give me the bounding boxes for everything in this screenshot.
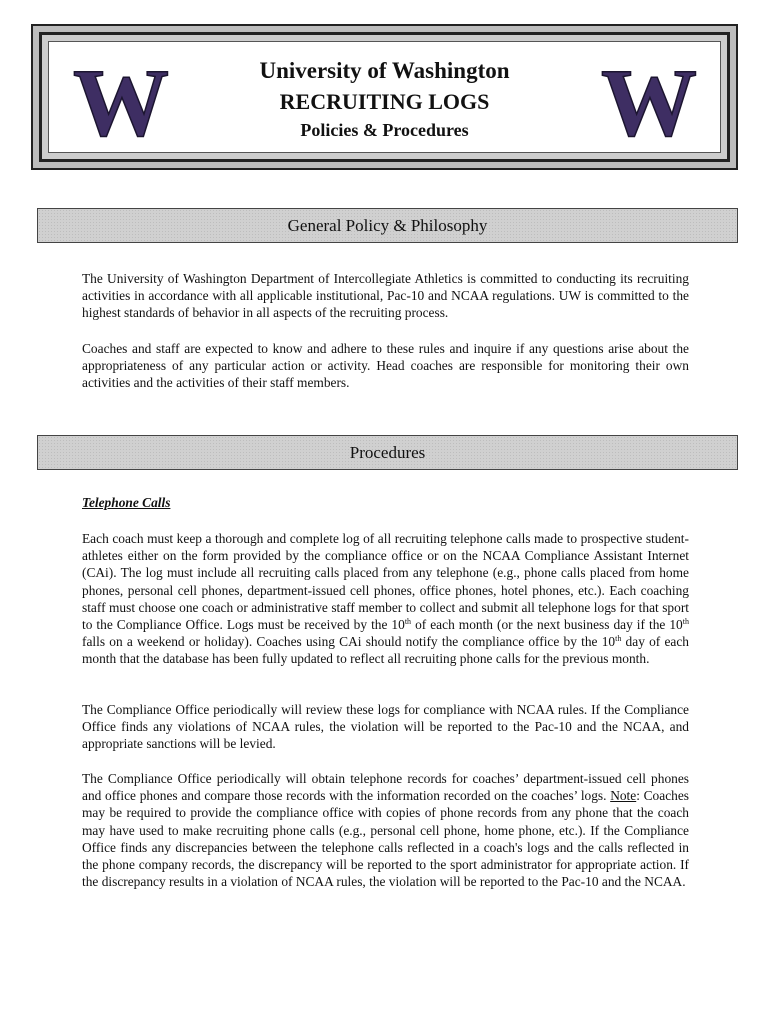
text-run: falls on a weekend or holiday). Coaches using CAi should notify the compliance office by the 10 [82,634,616,650]
page-subtitle-2: Policies & Procedures [300,120,469,140]
text-run: of each month (or the next business day if the 10 [411,617,683,633]
header-panel [48,41,721,153]
uw-logo-right [597,61,701,139]
telephone-paragraph-3 [82,770,689,890]
text-run: day of each month that the database has been fully updated to reflect all recruiting phone calls for the previous month. [82,634,689,667]
telephone-paragraph-1 [82,530,689,668]
telephone-paragraph-2: The Compliance Office periodically will review these logs for compliance with NCAA rules. If the Compliance Office finds any violations of NCAA rules, the violation will be reported to the Pac-10 and the NCAA, and appropriate sanctions will be levied. [82,702,689,752]
header-inner-frame [39,32,730,162]
uw-logo-letter: W [73,61,169,139]
superscript: th [615,634,622,644]
superscript: th [404,617,412,627]
telephone-calls-heading: Telephone Calls [82,495,171,510]
page-subtitle: RECRUITING LOGS [279,89,490,114]
text-run: : Coaches may be required to provide the compliance office with copies of phone records from any phone that the coach may have used to make recruiting phone calls (e.g., personal cell phone, home phone, etc.). If the Compliance Office finds any discrepancies between the telephone calls reflected in a coach's logs and the calls reflected in the phone company records, the discrepancy will be reported to the sport administrator for appropriate action. If the discrepancy results in a violation of NCAA rules, the violation will be reported to the Pac-10 and the NCAA. [82,788,689,890]
uw-logo-left [69,61,173,139]
section-bar-procedures: Procedures [37,435,738,470]
note-label: Note [610,788,637,804]
header-text [189,56,580,142]
page-title: University of Washington [259,58,510,83]
text-run: Each coach must keep a thorough and complete log of all recruiting telephone calls made to prospective student-athletes either on the form provided by the compliance office or on the NCAA Compliance Assistant Internet (CAi). The log must include all recruiting calls placed from any telephone (e.g., phone calls placed from home phones, personal cell phones, department-issued cell phones, office phones, hotel phones, etc.). Each coaching staff must choose one coach or administrative staff member to collect and submit all telephone logs for that sport to the Compliance Office. Logs must be received by the 10 [82,531,689,633]
general-policy-paragraph-2: Coaches and staff are expected to know and adhere to these rules and inquire if any questions arise about the appropriateness of any particular action or activity. Head coaches are responsible for monitoring their own activities and the activities of their staff members. [82,341,689,391]
general-policy-paragraph-1: The University of Washington Department of Intercollegiate Athletics is committed to conducting its recruiting activities in accordance with all applicable institutional, Pac-10 and NCAA regulations. UW is committed to the highest standards of behavior in all aspects of the recruiting process. [82,271,689,321]
text-run: The Compliance Office periodically will obtain telephone records for coaches’ department-issued cell phones and office phones and compare those records with the information recorded on the coaches’ logs. [82,771,689,804]
header-frame [31,24,738,170]
section-bar-general-policy: General Policy & Philosophy [37,208,738,243]
uw-logo-letter: W [601,61,697,139]
superscript: th [682,617,689,627]
